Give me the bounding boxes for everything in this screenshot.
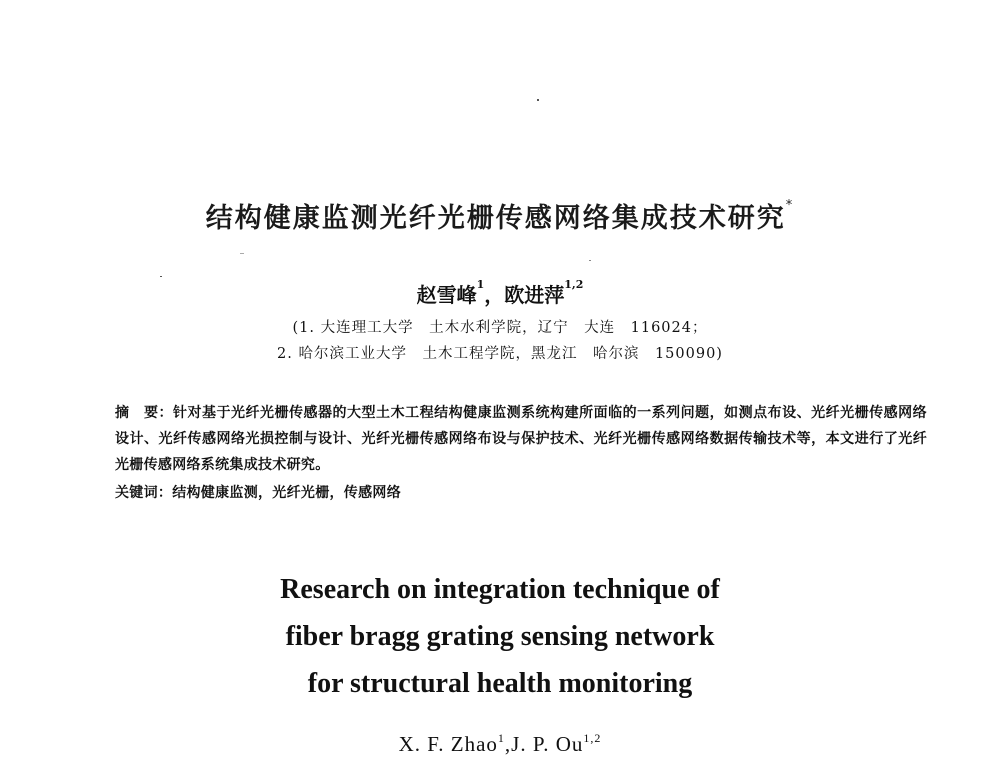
- author-affiliation-mark: 1: [497, 731, 505, 745]
- abstract-text: 针对基于光纤光栅传感器的大型土木工程结构健康监测系统构建所面临的一系列问题，如测点布设、光纤光栅传感网络设计、光纤传感网络光损控制与设计、光纤光栅传感网络布设与保护技术、光纤光栅传感网络数据传输技术等，本文进行了光纤光栅传感网络系统集成技术研究。: [115, 405, 927, 473]
- chinese-title-text: 结构健康监测光纤光栅传感网络集成技术研究: [205, 203, 786, 234]
- title-footnote-mark: *: [785, 198, 795, 213]
- scan-speck: [589, 260, 591, 261]
- author-affiliation-mark: 1,2: [583, 731, 602, 745]
- author-separator: ,: [504, 732, 512, 756]
- author-affiliation-mark: 1,2: [564, 278, 584, 291]
- english-title-line-2: fiber bragg grating sensing network: [285, 621, 715, 652]
- author-name: J. P. Ou: [511, 732, 584, 756]
- keywords-text: 结构健康监测，光纤光栅，传感网络: [172, 485, 402, 501]
- chinese-keywords: [115, 482, 927, 502]
- keywords-label: 关键词：: [115, 485, 173, 501]
- chinese-authors: [0, 279, 1000, 308]
- affiliation-2: 2. 哈尔滨工业大学 土木工程学院，黑龙江 哈尔滨 150090): [277, 346, 723, 362]
- english-title-line-1: Research on integration technique of: [280, 574, 720, 605]
- chinese-title: [0, 196, 1000, 235]
- chinese-abstract: [115, 400, 927, 478]
- author-affiliation-mark: 1: [476, 278, 485, 291]
- english-authors: [0, 732, 1000, 757]
- scan-speck: [240, 253, 244, 254]
- english-title-line-3: for structural health monitoring: [307, 668, 693, 699]
- scan-speck: [537, 99, 539, 101]
- abstract-label: 摘 要：: [115, 405, 174, 421]
- author-name: X. F. Zhao: [398, 732, 498, 756]
- author-name: 欧进萍: [504, 283, 565, 307]
- author-separator: ，: [484, 283, 505, 307]
- affiliation-1: (1. 大连理工大学 土木水利学院，辽宁 大连 116024；: [292, 320, 708, 336]
- author-name: 赵雪峰: [416, 283, 477, 307]
- scan-speck: [160, 276, 162, 277]
